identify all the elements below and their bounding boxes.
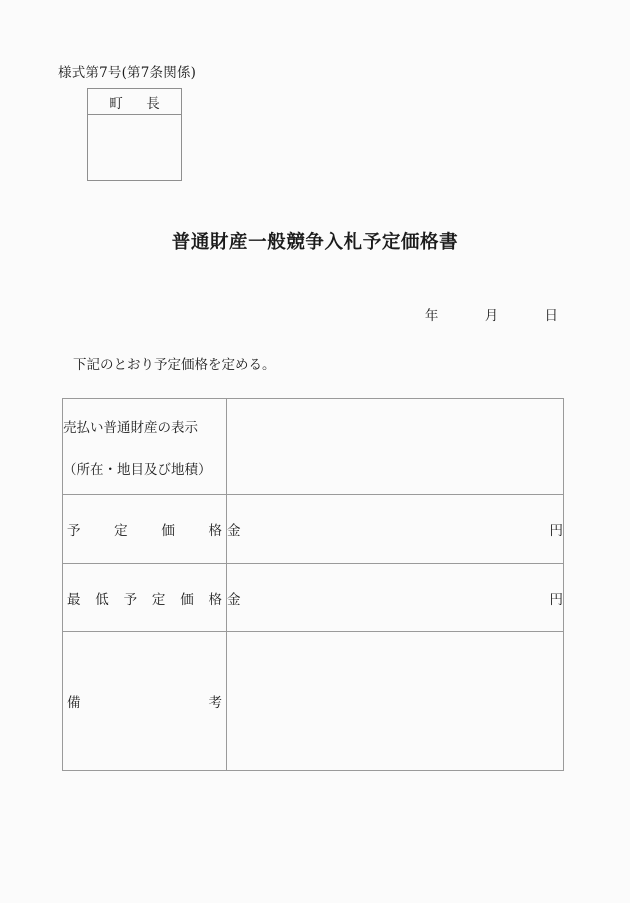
date-month-label: 月	[484, 308, 499, 324]
row-label-estimated-price	[63, 495, 227, 564]
table-row-minimum-price	[63, 564, 564, 632]
approval-seal-box	[87, 88, 182, 181]
row-label-minimum-price	[63, 564, 227, 632]
minimum-price-label: 最低予定価格	[67, 591, 222, 608]
row-label-remarks	[63, 632, 227, 771]
property-display-label-line-2: （所在・地目及び地積）	[63, 461, 212, 478]
minimum-price-value-cell[interactable]	[227, 564, 564, 632]
minimum-price-money-unit: 円	[549, 591, 563, 608]
estimated-price-money-unit: 円	[549, 523, 563, 539]
lead-sentence: 下記のとおり予定価格を定める。	[73, 357, 276, 373]
estimated-price-label: 予定価格	[67, 523, 222, 539]
property-display-value-field[interactable]	[227, 399, 564, 495]
price-form-table	[62, 398, 564, 771]
estimated-price-money-prefix: 金	[227, 523, 241, 539]
table-row-property-display	[63, 399, 564, 495]
page-title: 普通財産一般競争入札予定価格書	[171, 232, 459, 253]
row-label-property-display	[63, 399, 227, 495]
seal-box-header-label: 町 長	[88, 89, 181, 115]
estimated-price-value-cell[interactable]	[227, 495, 564, 564]
property-display-label-line-1: 売払い普通財産の表示	[63, 419, 198, 436]
minimum-price-money-prefix: 金	[227, 591, 241, 608]
remarks-label: 備考	[67, 695, 222, 711]
date-year-label: 年	[424, 308, 439, 324]
remarks-value-field[interactable]	[227, 632, 564, 771]
seal-box-stamp-area[interactable]	[88, 115, 181, 181]
table-row-remarks	[63, 632, 564, 771]
form-number: 様式第7号(第7条関係)	[58, 65, 197, 81]
date-day-label: 日	[544, 308, 558, 324]
table-row-estimated-price	[63, 495, 564, 564]
date-line	[425, 304, 558, 324]
